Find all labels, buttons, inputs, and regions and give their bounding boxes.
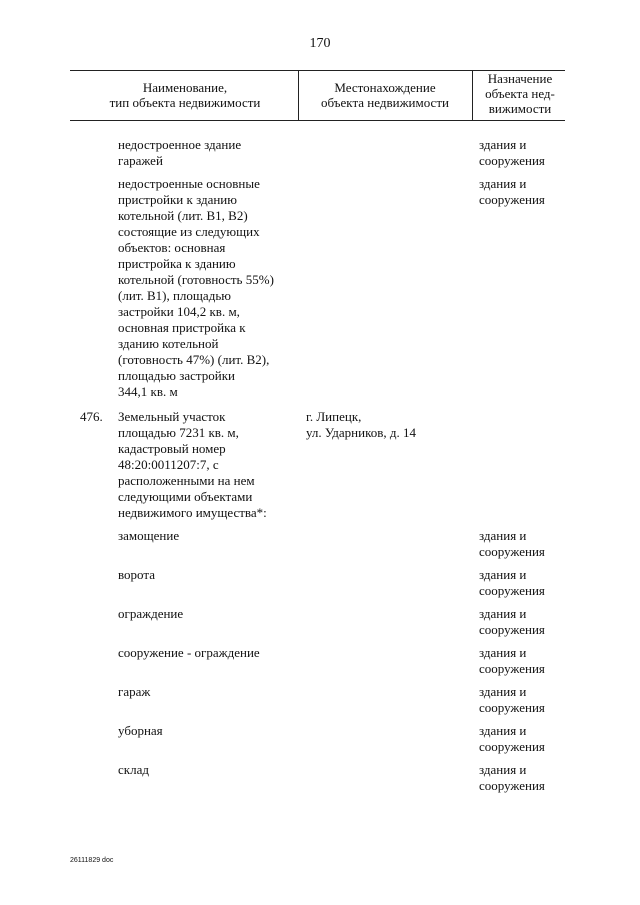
row-purpose: здания и сооружения [479, 723, 545, 754]
row-name: замощение [118, 528, 180, 543]
row-location: г. Липецк, ул. Ударников, д. 14 [306, 409, 417, 440]
row-name: гараж [118, 684, 151, 699]
row-purpose: здания и сооружения [479, 567, 545, 598]
page-number: 170 [309, 36, 331, 51]
row-purpose: здания и сооружения [479, 528, 545, 559]
row-purpose: здания и сооружения [479, 762, 545, 793]
row-number: 476. [80, 409, 103, 424]
row-name: ворота [118, 567, 155, 582]
footer-document-id: 26111829 doc [70, 857, 114, 864]
row-name: уборная [118, 723, 163, 738]
row-purpose: здания и сооружения [479, 176, 545, 207]
row-purpose: здания и сооружения [479, 137, 545, 168]
row-purpose: здания и сооружения [479, 645, 545, 676]
row-purpose: здания и сооружения [479, 684, 545, 715]
header-location: Местонахождение объекта недвижимости [321, 80, 449, 110]
header-divider-1 [298, 70, 299, 120]
row-name: недостроенное здание гаражей [118, 137, 242, 168]
header-bottom-rule [70, 120, 565, 121]
header-divider-2 [472, 70, 473, 120]
row-name: ограждение [118, 606, 184, 621]
row-name: склад [118, 762, 149, 777]
row-purpose: здания и сооружения [479, 606, 545, 637]
header-purpose: Назначение объекта нед- вижимости [485, 71, 555, 116]
row-name: сооружение - ограждение [118, 645, 260, 660]
row-name: недостроенные основные пристройки к зданию котельной (лит. В1, В2) состоящие из следующих объектов: основная пристройка к зданию котельной (готовность 55%) (лит. В1), площадью застройки 104,2 кв. м, основная пристройка к зданию котельной (готовность 47%) (лит. В2), площадью застройки 344,1 кв. м [118, 176, 274, 399]
header-name: Наименование, тип объекта недвижимости [109, 80, 261, 110]
row-name: Земельный участок площадью 7231 кв. м, кадастровый номер 48:20:0011207:7, с расположенными на нем следующими объектами недвижимого имущества*: [118, 409, 267, 520]
